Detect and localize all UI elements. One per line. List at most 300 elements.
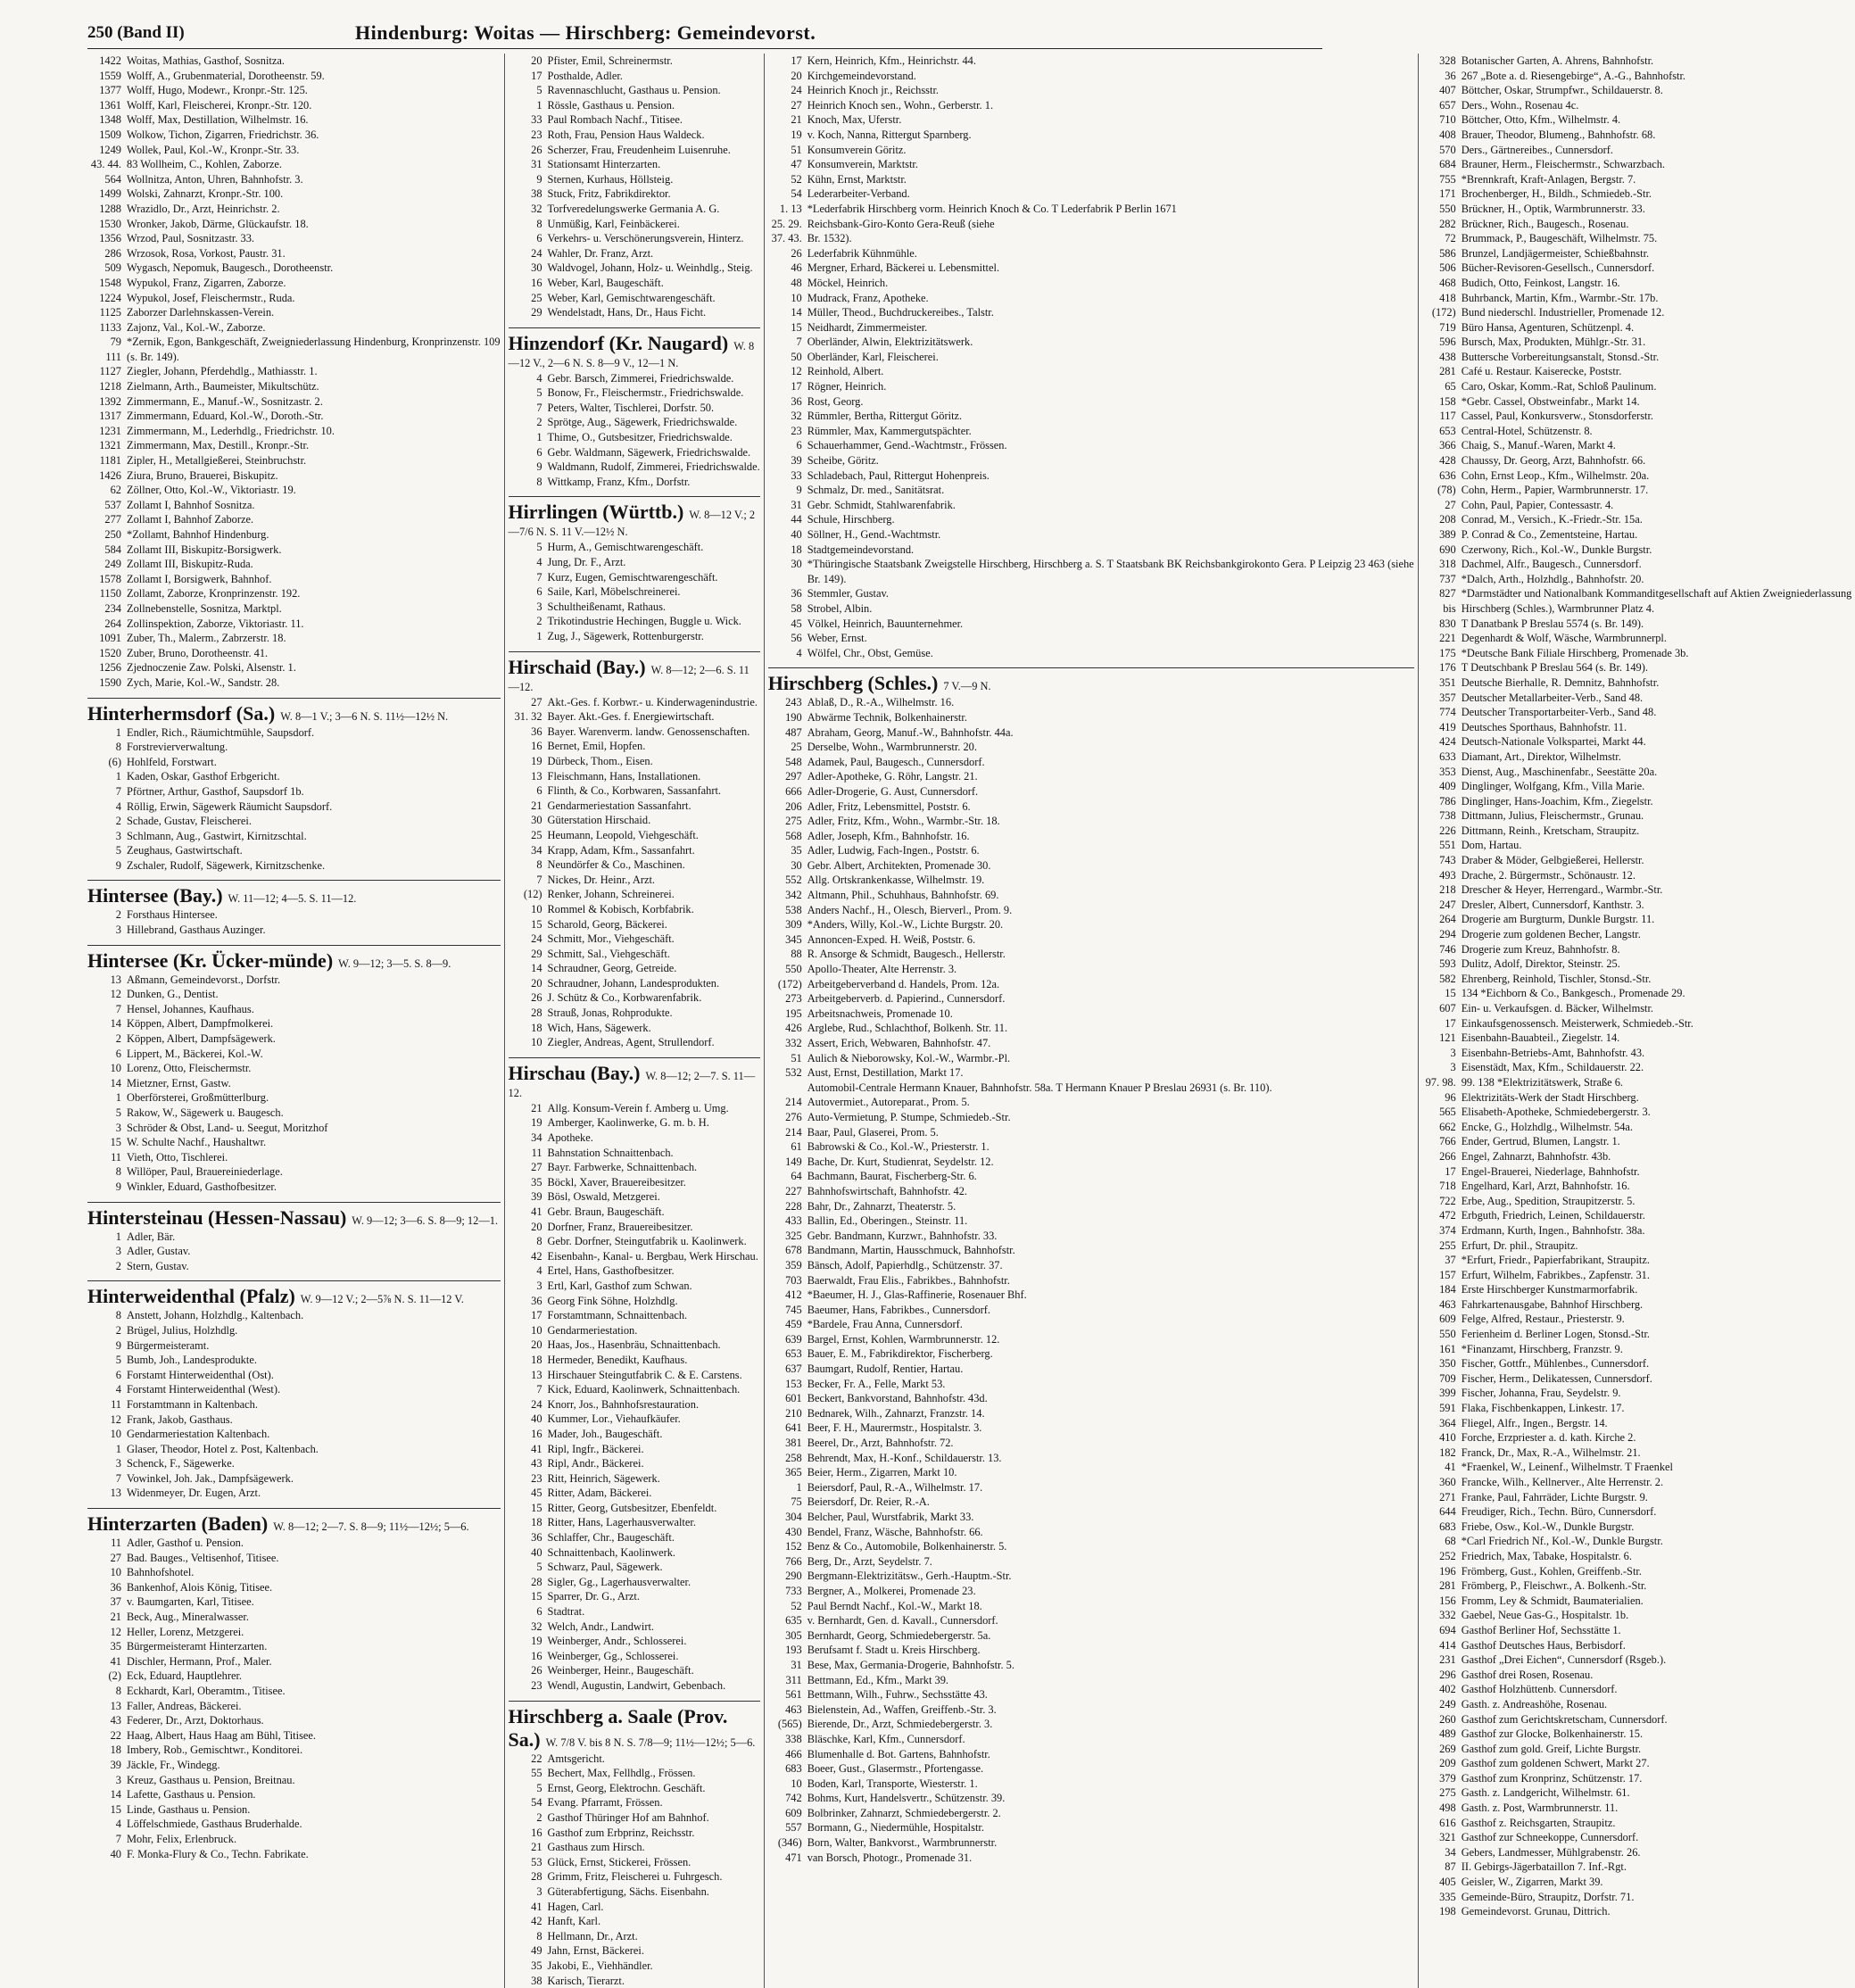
subscriber-entry: Torfveredelungswerke Germania A. G.: [548, 202, 720, 217]
phone-number: 48: [768, 276, 807, 291]
subscriber-entry: Gasthof zum Erbprinz, Reichsstr.: [548, 1826, 695, 1841]
list-item: [87, 1847, 501, 1862]
list-item: [1422, 1890, 1852, 1905]
list-item: [509, 1855, 760, 1870]
subscriber-entry: Bayr. Farbwerke, Schnaittenbach.: [548, 1160, 698, 1175]
phone-number: 1578: [87, 572, 127, 587]
phone-number: 21: [509, 799, 548, 814]
list-item: [87, 98, 501, 113]
phone-number: 565: [1422, 1105, 1462, 1120]
subscriber-entry: Haag, Albert, Haus Haag am Bühl, Titisee.: [127, 1728, 316, 1744]
subscriber-entry: Kick, Eduard, Kaolinwerk, Schnaittenbach.: [548, 1382, 741, 1397]
phone-number: 19: [509, 754, 548, 769]
list-item: [1422, 231, 1852, 246]
list-item: [768, 858, 1414, 874]
subscriber-entry: Zollamt III, Biskupitz-Borsigwerk.: [127, 543, 281, 558]
phone-number: 366: [1422, 438, 1462, 453]
list-item: [768, 1081, 1414, 1096]
town-heading: [87, 945, 501, 973]
phone-number: 210: [768, 1406, 807, 1421]
phone-number: 3: [1422, 1046, 1462, 1061]
subscriber-entry: Wrzod, Paul, Sosnitzastr. 33.: [127, 231, 254, 246]
phone-number: 718: [1422, 1179, 1462, 1194]
list-item: [509, 112, 760, 128]
phone-number: 6: [509, 231, 548, 246]
phone-number: 10: [87, 1427, 127, 1442]
phone-number: 1377: [87, 83, 127, 98]
subscriber-entry: Wypukol, Josef, Fleischermstr., Ruda.: [127, 291, 295, 306]
list-item: [509, 1220, 760, 1235]
subscriber-entry: Erdmann, Kurth, Ingen., Bahnhofstr. 38a.: [1462, 1223, 1645, 1238]
phone-number: 360: [1422, 1475, 1462, 1490]
phone-number: 28: [509, 1869, 548, 1884]
subscriber-entry: 134 *Eichborn & Co., Bankgesch., Promenade 29.: [1462, 986, 1685, 1001]
phone-number: 5: [509, 1781, 548, 1796]
list-item: [1422, 824, 1852, 839]
phone-number: 755: [1422, 172, 1462, 187]
list-item: [1422, 1297, 1852, 1313]
subscriber-entry: Paul Berndt Nachf., Kol.-W., Markt 18.: [807, 1599, 982, 1614]
list-item: [509, 1530, 760, 1545]
phone-number: 1: [509, 629, 548, 644]
subscriber-entry: Arglebe, Rud., Schlachthof, Bolkenh. Str. 11.: [807, 1021, 1007, 1036]
list-item: [1422, 1090, 1852, 1106]
subscriber-entry: Franke, Paul, Fahrräder, Lichte Burgstr. 9.: [1462, 1490, 1648, 1505]
list-item: [509, 799, 760, 814]
phone-number: 637: [768, 1362, 807, 1377]
subscriber-entry: Ravennaschlucht, Gasthaus u. Pension.: [548, 83, 721, 98]
running-title: Hindenburg: Woitas — Hirschberg: Gemeindevorst.: [355, 21, 816, 45]
town-name: Hirschberg a. Saale (Prov. Sa.): [509, 1705, 728, 1751]
subscriber-entry: Böttcher, Otto, Kfm., Wilhelmstr. 4.: [1462, 112, 1620, 128]
list-item: [1422, 1638, 1852, 1653]
list-item: [509, 385, 760, 401]
phone-number: 40: [768, 527, 807, 543]
subscriber-entry: Zschaler, Rudolf, Sägewerk, Kirnitzschenke.: [127, 858, 325, 874]
list-item: [87, 631, 501, 646]
list-item: [509, 584, 760, 600]
list-item: [87, 1397, 501, 1412]
phone-number: 209: [1422, 1756, 1462, 1771]
phone-number: 1317: [87, 409, 127, 424]
phone-number: 3: [87, 923, 127, 938]
phone-number: 25. 29.: [768, 217, 807, 232]
subscriber-entry: Erfurt, Dr. phil., Straupitz.: [1462, 1238, 1578, 1254]
subscriber-entry: Ender, Gertrud, Blumen, Langstr. 1.: [1462, 1134, 1620, 1149]
list-item: [87, 1090, 501, 1106]
list-item: [768, 1095, 1414, 1110]
list-item: [768, 261, 1414, 276]
subscriber-entry: *Zollamt, Bahnhof Hindenburg.: [127, 527, 269, 543]
subscriber-entry: Adler, Gustav.: [127, 1244, 190, 1259]
subscriber-entry: Bonow, Fr., Fleischermstr., Friedrichswalde.: [548, 385, 744, 401]
subscriber-entry: Wolff, A., Grubenmaterial, Dorotheenstr. 59.: [127, 69, 325, 84]
phone-number: 294: [1422, 927, 1462, 942]
phone-number: 353: [1422, 765, 1462, 780]
subscriber-entry: Abraham, Georg, Manuf.-W., Bahnhofstr. 44a.: [807, 725, 1014, 741]
subscriber-entry: Erbe, Aug., Spedition, Straupitzerstr. 5.: [1462, 1194, 1636, 1209]
subscriber-entry: Mader, Joh., Baugeschäft.: [548, 1427, 663, 1442]
subscriber-entry: Eisenbahn-, Kanal- u. Bergbau, Werk Hirschau.: [548, 1249, 758, 1264]
page-header: [87, 18, 1322, 49]
list-item: [87, 1442, 501, 1457]
town-heading: [87, 1202, 501, 1230]
town-name: Hinterweidenthal (Pfalz): [87, 1285, 295, 1307]
phone-number: 14: [768, 305, 807, 320]
subscriber-entry: Evang. Pfarramt, Frössen.: [548, 1795, 663, 1810]
phone-number: 20: [509, 976, 548, 991]
list-item: [768, 617, 1414, 632]
subscriber-entry: Forstrevierverwaltung.: [127, 740, 228, 755]
phone-number: 16: [509, 276, 548, 291]
phone-number: 6: [509, 1604, 548, 1619]
phone-number: 3: [87, 829, 127, 844]
list-item: [87, 112, 501, 128]
phone-number: 412: [768, 1288, 807, 1303]
list-item: [509, 128, 760, 143]
subscriber-entry: Autovermiet., Autoreparat., Prom. 5.: [807, 1095, 970, 1110]
list-item: [768, 246, 1414, 261]
phone-number: 252: [1422, 1549, 1462, 1564]
list-item: [1422, 1904, 1852, 1919]
list-item: [509, 1412, 760, 1427]
subscriber-entry: Hanft, Karl.: [548, 1914, 601, 1929]
subscriber-entry: Allg. Ortskrankenkasse, Wilhelmstr. 19.: [807, 873, 985, 888]
list-item: [509, 1943, 760, 1959]
subscriber-entry: Bendel, Franz, Wäsche, Bahnhofstr. 66.: [807, 1525, 983, 1540]
list-item: [87, 157, 501, 172]
phone-number: 47: [768, 157, 807, 172]
list-item: [1422, 912, 1852, 927]
phone-number: 3: [87, 1456, 127, 1471]
list-item: [1422, 1208, 1852, 1223]
phone-number: 190: [768, 710, 807, 725]
phone-number: 36: [509, 1294, 548, 1309]
phone-number: 408: [1422, 128, 1462, 143]
list-item: [509, 947, 760, 962]
list-item: [768, 1628, 1414, 1644]
phone-number: 636: [1422, 468, 1462, 484]
list-item: [87, 1743, 501, 1758]
phone-number: 424: [1422, 734, 1462, 750]
town-heading: [509, 327, 760, 371]
phone-number: 96: [1422, 1090, 1462, 1106]
phone-number: 709: [1422, 1371, 1462, 1387]
phone-number: 2: [87, 1031, 127, 1047]
subscriber-entry: Ders., Wohn., Rosenau 4c.: [1462, 98, 1579, 113]
list-item: [768, 409, 1414, 424]
phone-number: 493: [1422, 868, 1462, 883]
town-name: Hintersee (Kr. Ücker-münde): [87, 949, 333, 972]
subscriber-entry: Rössle, Gasthaus u. Pension.: [548, 98, 675, 113]
subscriber-entry: II. Gebirgs-Jägerbataillon 7. Inf.-Rgt.: [1462, 1860, 1627, 1875]
phone-number: 7: [87, 1002, 127, 1017]
subscriber-entry: Gebr. Bandmann, Kurzwr., Bahnhofstr. 33.: [807, 1229, 998, 1244]
subscriber-entry: Drescher & Heyer, Herrengard., Warmbr.-Str.: [1462, 882, 1663, 898]
subscriber-entry: Jahn, Ernst, Bäckerei.: [548, 1943, 644, 1959]
phone-number: 463: [768, 1702, 807, 1718]
phone-number: 156: [1422, 1594, 1462, 1609]
list-item: [509, 1752, 760, 1767]
list-item: [509, 1101, 760, 1116]
phone-number: 471: [768, 1851, 807, 1866]
list-item: [1422, 1623, 1852, 1638]
list-item: [509, 305, 760, 320]
phone-number: 1321: [87, 438, 127, 453]
subscriber-entry: Bernet, Emil, Hopfen.: [548, 739, 646, 754]
subscriber-entry: Adler, Fritz, Kfm., Wohn., Warmbr.-Str. 18.: [807, 814, 1000, 829]
list-item: [1422, 1386, 1852, 1401]
subscriber-entry: Brummack, P., Baugeschäft, Wilhelmstr. 75.: [1462, 231, 1658, 246]
phone-number: 16: [509, 1826, 548, 1841]
subscriber-entry: Kreuz, Gasthaus u. Pension, Breitnau.: [127, 1773, 295, 1788]
list-item: [87, 468, 501, 484]
phone-number: 379: [1422, 1771, 1462, 1786]
subscriber-entry: Baerwaldt, Frau Elis., Fabrikbes., Bahnhofstr.: [807, 1273, 1010, 1288]
phone-number: 264: [1422, 912, 1462, 927]
list-item: [768, 1569, 1414, 1584]
subscriber-entry: T Danatbank P Breslau 5574 (s. Br. 149).: [1462, 617, 1644, 632]
list-item: [1422, 1356, 1852, 1371]
list-item: [768, 932, 1414, 948]
subscriber-entry: Zollinspektion, Zaborze, Viktoriastr. 11.: [127, 617, 304, 632]
subscriber-entry: Gebr. Schmidt, Stahlwarenfabrik.: [807, 498, 956, 513]
phone-number: 399: [1422, 1386, 1462, 1401]
phone-number: 596: [1422, 335, 1462, 350]
subscriber-entry: Schenck, F., Sägewerke.: [127, 1456, 235, 1471]
subscriber-entry: Kummer, Lor., Viehaufkäufer.: [548, 1412, 681, 1427]
phone-number: 221: [1422, 631, 1462, 646]
list-item: [509, 1263, 760, 1279]
phone-number: 208: [1422, 512, 1462, 527]
subscriber-entry: Möckel, Heinrich.: [807, 276, 889, 291]
phone-number: 42: [509, 1249, 548, 1264]
list-item: [1422, 291, 1852, 306]
subscriber-entry: *Deutsche Bank Filiale Hirschberg, Promenade 3b.: [1462, 646, 1689, 661]
column-3: [768, 54, 1419, 1988]
list-item: [509, 1649, 760, 1664]
phone-number: 463: [1422, 1297, 1462, 1313]
list-item: [1422, 498, 1852, 513]
list-item: [509, 202, 760, 217]
subscriber-entry: Gasth. z. Landgericht, Wilhelmstr. 61.: [1462, 1785, 1630, 1801]
town-heading: [509, 496, 760, 540]
subscriber-entry: Strobel, Albin.: [807, 601, 873, 617]
subscriber-entry: Erfurt, Wilhelm, Fabrikbes., Zapfenstr. 31.: [1462, 1268, 1650, 1283]
page-number: 250 (Band II): [87, 23, 355, 43]
subscriber-entry: Weber, Ernst.: [807, 631, 867, 646]
subscriber-entry: *Bardele, Frau Anna, Cunnersdorf.: [807, 1317, 963, 1332]
list-item: [87, 1565, 501, 1580]
list-item: [87, 1817, 501, 1832]
subscriber-entry: Sparrer, Dr. G., Arzt.: [548, 1589, 640, 1604]
subscriber-entry: Schultheißenamt, Rathaus.: [548, 600, 667, 615]
list-item: [87, 1456, 501, 1471]
list-item: [1422, 882, 1852, 898]
list-item: [768, 1747, 1414, 1762]
phone-number: 538: [768, 903, 807, 918]
subscriber-entry: Frömberg, P., Fleischwr., A. Bolkenh.-Str.: [1462, 1578, 1647, 1594]
list-item: [1422, 1223, 1852, 1238]
list-item: [1422, 483, 1852, 498]
subscriber-entry: Vieth, Otto, Tischlerei.: [127, 1150, 228, 1165]
phone-number: 616: [1422, 1816, 1462, 1831]
list-item: [768, 947, 1414, 962]
list-item: [87, 527, 501, 543]
town-heading: [509, 1057, 760, 1101]
phone-number: 1: [87, 1230, 127, 1245]
subscriber-entry: W. Schulte Nachf., Haushaltwr.: [127, 1135, 266, 1150]
list-item: [87, 379, 501, 394]
list-item: [768, 784, 1414, 799]
phone-number: 28: [509, 1006, 548, 1021]
subscriber-entry: Bürgermeisteramt.: [127, 1338, 209, 1354]
list-item: [1422, 705, 1852, 720]
subscriber-entry: Adler, Ludwig, Fach-Ingen., Poststr. 6.: [807, 843, 980, 858]
phone-number: 13: [87, 973, 127, 988]
phone-number: 601: [768, 1391, 807, 1406]
phone-number: 325: [768, 1229, 807, 1244]
list-item: [1422, 646, 1852, 661]
list-item: [1422, 1608, 1852, 1623]
list-item: [768, 646, 1414, 661]
list-item: [768, 291, 1414, 306]
subscriber-entry: v. Koch, Nanna, Rittergut Sparnberg.: [807, 128, 972, 143]
subscriber-entry: F. Monka-Flury & Co., Techn. Fabrikate.: [127, 1847, 309, 1862]
subscriber-entry: 83 Wollheim, C., Kohlen, Zaborze.: [127, 157, 282, 172]
subscriber-entry: Schraudner, Georg, Getreide.: [548, 961, 677, 976]
list-item: [87, 1106, 501, 1121]
phone-number: 433: [768, 1214, 807, 1229]
phone-number: 662: [1422, 1120, 1462, 1135]
subscriber-entry: Drache, 2. Bürgermstr., Schönaustr. 12.: [1462, 868, 1636, 883]
list-item: [1422, 527, 1852, 543]
subscriber-entry: Köppen, Albert, Dampfmolkerei.: [127, 1016, 273, 1031]
list-item: [509, 401, 760, 416]
phone-number: 184: [1422, 1282, 1462, 1297]
subscriber-entry: Conrad, M., Versich., K.-Friedr.-Str. 15a.: [1462, 512, 1643, 527]
list-item: [768, 527, 1414, 543]
list-item: [1422, 1653, 1852, 1668]
phone-number: 51: [768, 143, 807, 158]
subscriber-entry: Scharold, Georg, Bäckerei.: [548, 917, 667, 932]
phone-number: 8: [509, 857, 548, 873]
phone-number: 1: [768, 1480, 807, 1495]
list-item: [509, 1604, 760, 1619]
subscriber-entry: Rakow, W., Sägewerk u. Baugesch.: [127, 1106, 284, 1121]
phone-number: 786: [1422, 794, 1462, 809]
list-item: [87, 54, 501, 69]
subscriber-entry: Peters, Walter, Tischlerei, Dorfstr. 50.: [548, 401, 715, 416]
subscriber-entry: Dischler, Hermann, Prof., Maler.: [127, 1654, 272, 1669]
phone-number: (346): [768, 1835, 807, 1851]
list-item: [1422, 1179, 1852, 1194]
phone-number: 117: [1422, 409, 1462, 424]
list-item: [87, 364, 501, 379]
list-item: [87, 291, 501, 306]
list-item: [509, 1427, 760, 1442]
list-item: [1422, 112, 1852, 128]
phone-number: 44: [768, 512, 807, 527]
list-item: [1422, 1504, 1852, 1520]
list-item: [87, 453, 501, 468]
phone-number: 16: [509, 1427, 548, 1442]
list-item: [509, 430, 760, 445]
phone-number: 40: [509, 1545, 548, 1561]
phone-number: 42: [509, 1914, 548, 1929]
list-item: [768, 1732, 1414, 1747]
phone-number: 20: [509, 54, 548, 69]
list-item: [1422, 512, 1852, 527]
list-item: [87, 987, 501, 1002]
phone-number: 10: [509, 1035, 548, 1050]
subscriber-entry: Automobil-Centrale Hermann Knauer, Bahnhofstr. 58a. T Hermann Knauer P Breslau 26931 (s. Br. 110).: [807, 1081, 1272, 1096]
list-item: [768, 814, 1414, 829]
subscriber-entry: Café u. Restaur. Kaiserecke, Poststr.: [1462, 364, 1622, 379]
phone-number: 318: [1422, 557, 1462, 572]
subscriber-entry: Adler, Bär.: [127, 1230, 175, 1245]
subscriber-entry: Müller, Theod., Buchdruckereibes., Talstr.: [807, 305, 994, 320]
phone-number: 10: [509, 1323, 548, 1338]
phone-number: 586: [1422, 246, 1462, 261]
phone-number: 260: [1422, 1712, 1462, 1727]
phone-number: bis: [1422, 601, 1462, 617]
list-item: [1422, 468, 1852, 484]
phone-number: 21: [509, 1840, 548, 1855]
list-item: [768, 1702, 1414, 1718]
phone-number: 1181: [87, 453, 127, 468]
subscriber-entry: Hirschauer Steingutfabrik C. & E. Carstens.: [548, 1368, 742, 1383]
phone-number: 311: [768, 1673, 807, 1688]
phone-number: 22: [509, 1752, 548, 1767]
phone-number: 1530: [87, 217, 127, 232]
subscriber-entry: Zollamt I, Borsigwerk, Bahnhof.: [127, 572, 271, 587]
list-item: [1422, 734, 1852, 750]
phone-number: 407: [1422, 83, 1462, 98]
list-item: [1422, 1860, 1852, 1875]
list-item: [768, 98, 1414, 113]
phone-number: 5: [87, 1353, 127, 1368]
phone-number: 20: [509, 1338, 548, 1353]
subscriber-entry: Reinhold, Albert.: [807, 364, 884, 379]
subscriber-entry: Lorenz, Otto, Fleischermstr.: [127, 1061, 251, 1076]
phone-number: 13: [87, 1486, 127, 1501]
phone-number: 13: [87, 1699, 127, 1714]
phone-number: 79: [87, 335, 127, 350]
list-item: [509, 186, 760, 202]
list-item: [509, 887, 760, 902]
list-item: [768, 1673, 1414, 1688]
subscriber-entry: Bücher-Revisoren-Gesellsch., Cunnersdorf.: [1462, 261, 1655, 276]
subscriber-entry: Apotheke.: [548, 1131, 593, 1146]
list-item: [1422, 572, 1852, 587]
list-item: [768, 1006, 1414, 1022]
phone-number: 2: [87, 907, 127, 923]
list-item: [1422, 246, 1852, 261]
subscriber-entry: Benz & Co., Automobile, Bolkenhainerstr. 5.: [807, 1539, 1007, 1554]
phone-number: 4: [87, 1382, 127, 1397]
subscriber-entry: P. Conrad & Co., Zementsteine, Hartau.: [1462, 527, 1638, 543]
list-item: [87, 543, 501, 558]
phone-number: 584: [87, 543, 127, 558]
subscriber-entry: Bayer. Akt.-Ges. f. Energiewirtschaft.: [548, 709, 715, 725]
phone-number: 17: [509, 1308, 548, 1323]
town-heading: [509, 1701, 760, 1752]
list-item: [87, 1486, 501, 1501]
list-item: [768, 186, 1414, 202]
phone-number: 46: [768, 261, 807, 276]
phone-number: 247: [1422, 898, 1462, 913]
